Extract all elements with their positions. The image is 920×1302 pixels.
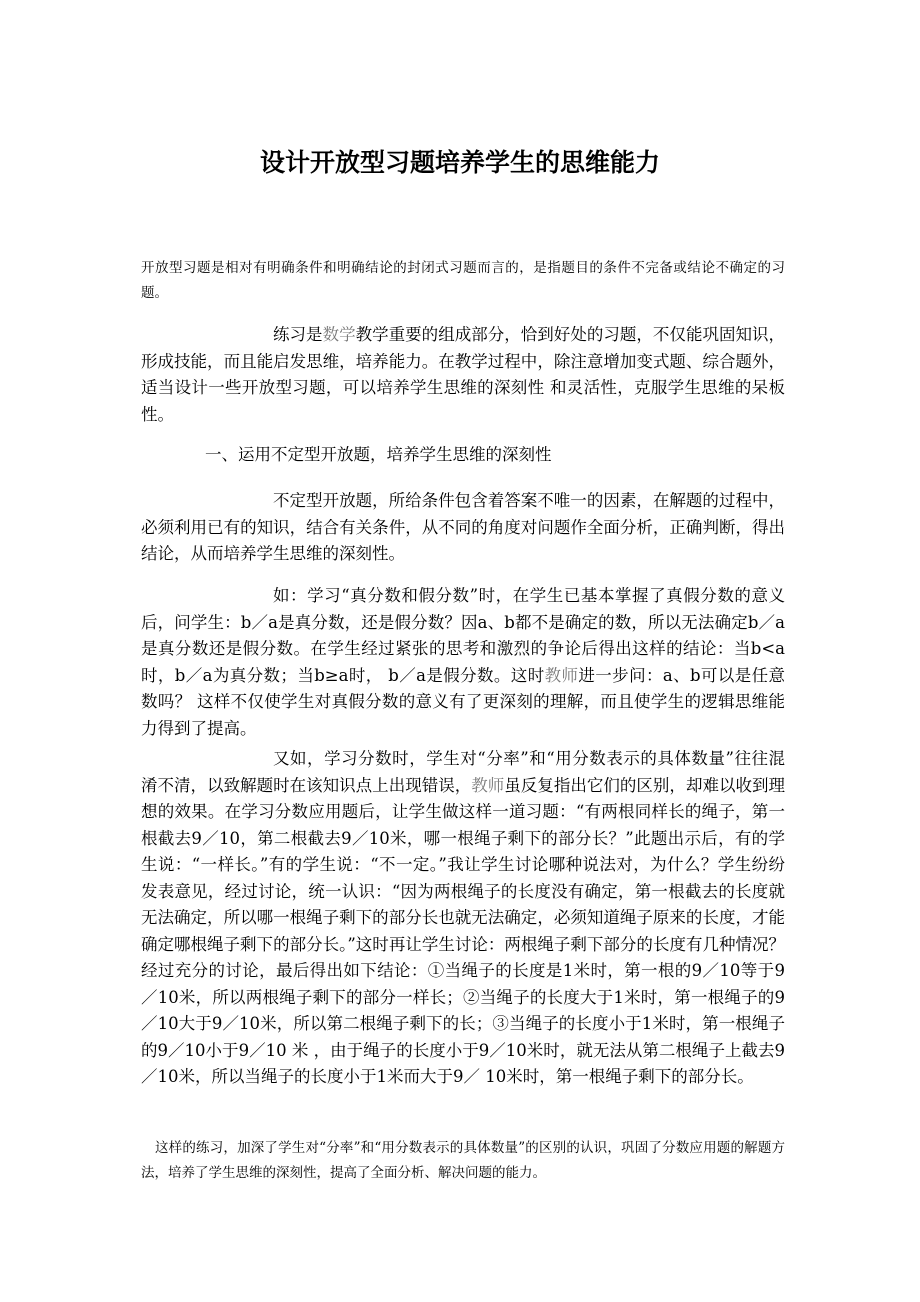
keyword-math-link[interactable]: 数学: [322, 325, 356, 344]
conclusion-paragraph: 这样的练习，加深了学生对“分率”和“用分数表示的具体数量”的区别的认识，巩固了分数应用题的解题方法，培养了学生思维的深刻性，提高了全面分析、解决问题的能力。: [141, 1140, 785, 1181]
paragraph-rope-example: [141, 746, 785, 1091]
paragraph-practice: [141, 322, 785, 428]
section-heading-1: 一、运用不定型开放题，培养学生思维的深刻性: [205, 445, 552, 464]
paragraph-indefinite-open-questions: 不定型开放题，所给条件包含着答案不唯一的因素，在解题的过程中，必须利用已有的知识，结合有关条件，从不同的角度对问题作全面分析，正确判断，得出结论，从而培养学生思维的深刻性。: [141, 491, 785, 563]
keyword-teacher-link[interactable]: 教师: [544, 665, 579, 685]
paragraph-rope-text-start: 又如，学习分数时，学生对“分率”和“用分数表示的具体数量”往往混淆不清，以致解题时在该知识点上出现错误，: [141, 749, 785, 795]
paragraph-practice-text-start: 练习是: [273, 325, 323, 344]
paragraph-example-text-start: 如：学习“真分数和假分数”时，在学生已基本掌握了真假分数的意义后，问学生：b／a是真分数，还是假分数？因a、b都不是确定的数，所以无法确定b／a是真分数还是假分数。在学生经过紧张的思考和激烈的争论后得出这样的结论：当b<a时，b／a为真分数；当b≥a时， b／a是假分数。这时: [141, 586, 785, 685]
keyword-teacher-link-2[interactable]: 教师: [471, 775, 505, 795]
paragraph-practice-text-end: 教学重要的组成部分，恰到好处的习题，不仅能巩固知识，形成技能，而且能启发思维，培养能力。在教学过程中，除注意增加变式题、综合题外，适当设计一些开放型习题，可以培养学生思维的深刻性 和灵活性，克服学生思维的呆板性。: [141, 325, 786, 424]
paragraph-example-text-end: 进一步问：a、b可以是任意数吗？ 这样不仅使学生对真假分数的意义有了更深刻的理解，而且使学生的逻辑思维能力得到了提高。: [141, 665, 786, 738]
document-title: 设计开放型习题培养学生的思维能力: [259, 148, 660, 177]
paragraph-proper-fraction-example: [141, 583, 785, 742]
intro-paragraph: 开放型习题是相对有明确条件和明确结论的封闭式习题而言的，是指题目的条件不完备或结论不确定的习题。: [141, 260, 785, 301]
paragraph-rope-text-end: 虽反复指出它们的区别，却难以收到理想的效果。在学习分数应用题后，让学生做这样一道习题：“有两根同样长的绳子，第一根截去9／10，第二根截去9／10米，哪一根绳子剩下的部分长？”此题出示后，有的学生说：“一样长。”有的学生说：“不一定。”我让学生讨论哪种说法对，为什么？学生纷纷发表意见，经过讨论，统一认识：“因为两根绳子的长度没有确定，第一根截去的长度就无法确定，所以哪一根绳子剩下的部分长也就无法确定，必须知道绳子原来的长度，才能确定哪根绳子剩下的部分长。”这时再让学生讨论：两根绳子剩下部分的长度有几种情况？经过充分的讨论，最后得出如下结论：①当绳子的长度是1米时，第一根的9／10等于9／10米，所以两根绳子剩下的部分一样长；②当绳子的长度大于1米时，第一根绳子的9／10大于9／10米，所以第二根绳子剩下的长；③当绳子的长度小于1米时，第一根绳子的9／10小于9／10 米 ，由于绳子的长度小于9／10米时，就无法从第二根绳子上截去9／10米，所以当绳子的长度小于1米而大于9／ 10米时，第一根绳子剩下的部分长。: [141, 775, 786, 1086]
